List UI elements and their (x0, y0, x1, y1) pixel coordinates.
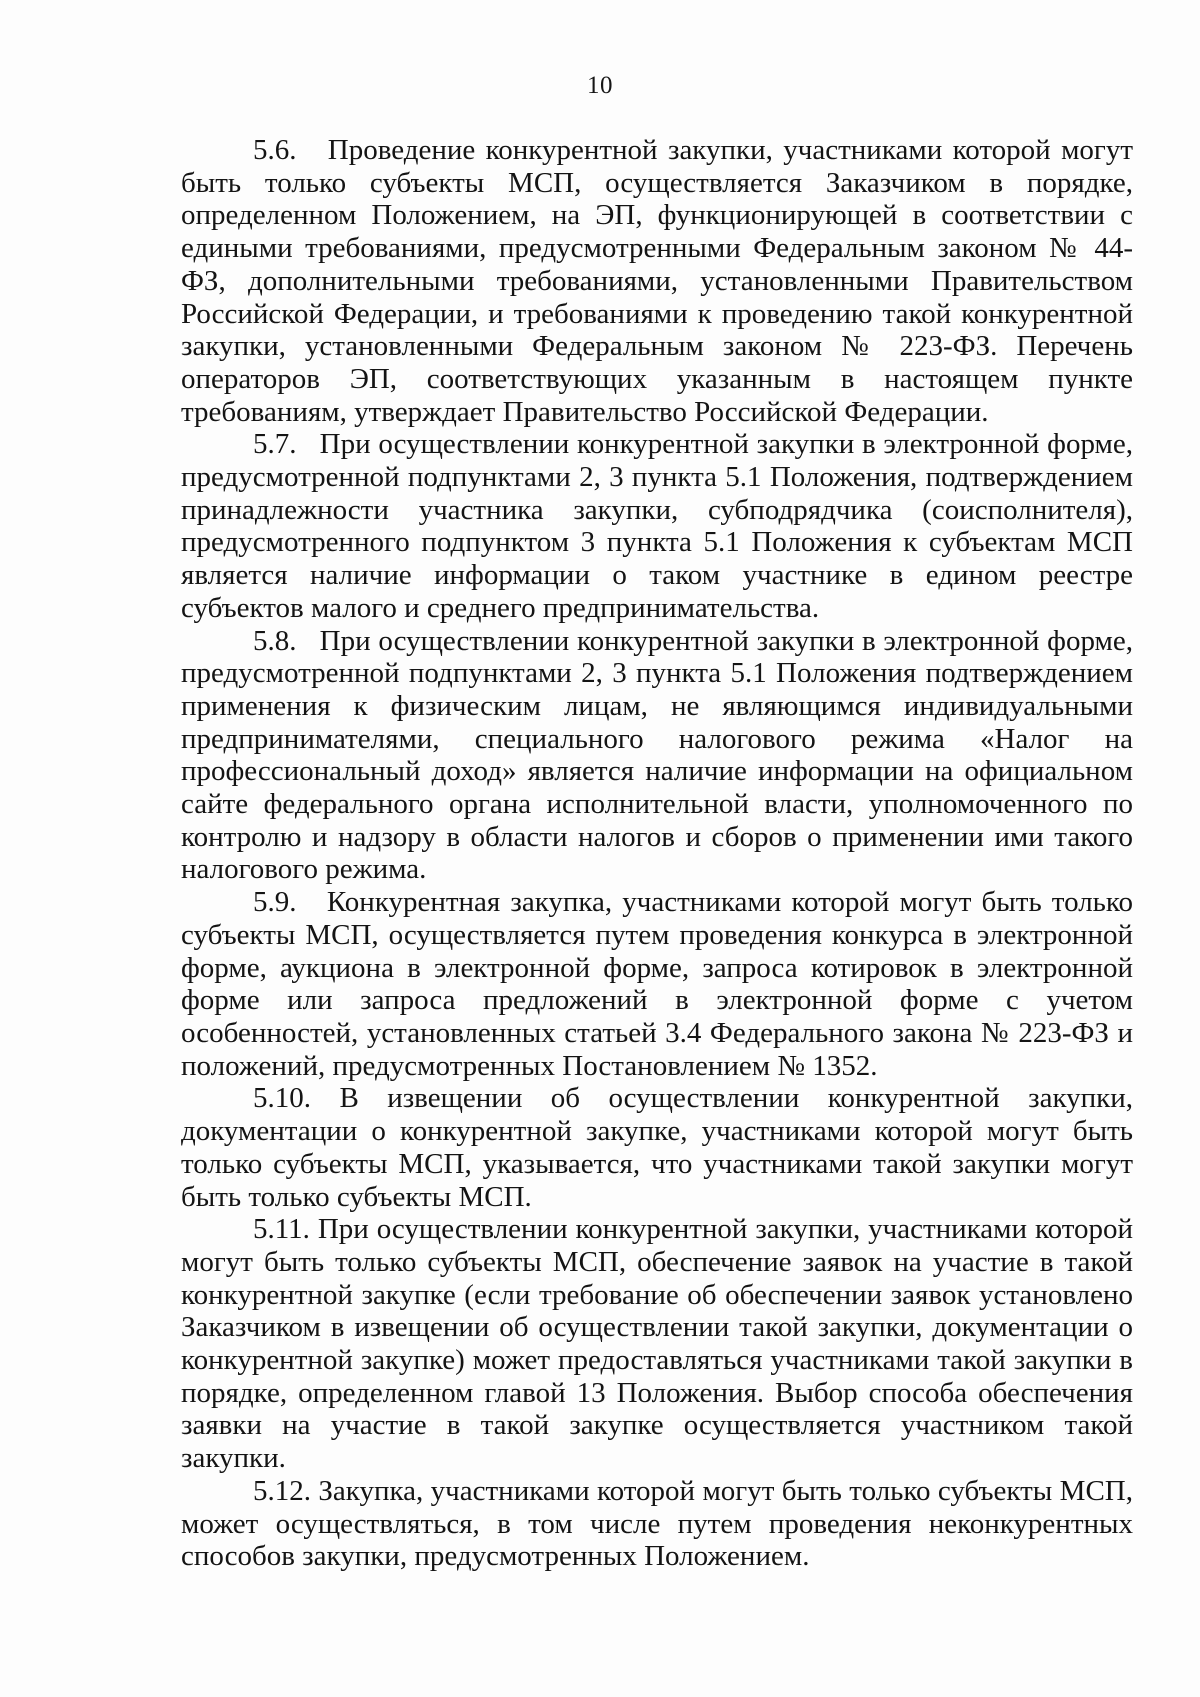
paragraph-number: 5.11. (253, 1213, 310, 1246)
paragraph-5-11 (181, 1213, 1133, 1475)
paragraph-number: 5.9. (253, 886, 297, 919)
paragraph-text: В извещении об осуществлении конкурентной закупки, документации о конкурентной закупке, участниками которой могут быть только субъекты МСП, указывается, что участниками такой закупки могут быть только субъекты МСП. (181, 1082, 1133, 1213)
paragraph-number: 5.10. (253, 1082, 311, 1115)
paragraph-text: Закупка, участниками которой могут быть только субъекты МСП, может осуществляться, в том числе путем проведения неконкурентных способов закупки, предусмотренных Положением. (181, 1474, 1134, 1573)
paragraph-5-7 (181, 428, 1133, 624)
paragraph-text: Конкурентная закупка, участниками которой могут быть только субъекты МСП, осуществляется путем проведения конкурса в электронной форме, аукциона в электронной форме, запроса котировок в электронной форме или запроса предложений в электронной форме с учетом особенностей, установленных статьей 3.4 Федерального закона № 223-ФЗ и положений, предусмотренных Постановлением № 1352. (181, 886, 1134, 1082)
paragraph-5-8 (181, 625, 1133, 887)
paragraph-5-9 (181, 886, 1133, 1082)
paragraph-number: 5.8. (253, 624, 297, 657)
paragraph-text: При осуществлении конкурентной закупки в электронной форме, предусмотренной подпунктами 2, 3 пункта 5.1 Положения подтверждением применения к физическим лицам, не являющимся индивидуальными предпринимателями, специального налогового режима «Налог на профессиональный доход» является наличие информации на официальном сайте федерального органа исполнительной власти, уполномоченного по контролю и надзору в области налогов и сборов о применении ими такого налогового режима. (181, 624, 1133, 886)
paragraph-text: При осуществлении конкурентной закупки в электронной форме, предусмотренной подпунктами 2, 3 пункта 5.1 Положения, подтверждением принадлежности участника закупки, субподрядчика (соисполнителя), предусмотренного подпунктом 3 пункта 5.1 Положения к субъектам МСП является наличие информации о таком участнике в едином реестре субъектов малого и среднего предпринимательства. (181, 428, 1133, 624)
paragraph-number: 5.6. (253, 134, 297, 166)
page-number: 10 (587, 72, 613, 99)
paragraph-5-12 (181, 1475, 1133, 1573)
paragraph-number: 5.12. (253, 1474, 311, 1507)
document-body (181, 134, 1133, 1573)
paragraph-text: Проведение конкурентной закупки, участниками которой могут быть только субъекты МСП, осуществляется Заказчиком в порядке, определенном Положением, на ЭП, функционирующей в соответствии с едиными требованиями, предусмотренными Федеральным законом № 44-ФЗ, дополнительными требованиями, установленными Правительством Российской Федерации, и требованиями к проведению такой конкурентной закупки, установленными Федеральным законом № 223-ФЗ. Перечень операторов ЭП, соответствующих указанным в настоящем пункте требованиям, утверждает Правительство Российской Федерации. (181, 134, 1134, 428)
paragraph-text: При осуществлении конкурентной закупки, участниками которой могут быть только субъекты МСП, обеспечение заявок на участие в такой конкурентной закупке (если требование об обеспечении заявок установлено Заказчиком в извещении об осуществлении такой закупки, документации о конкурентной закупке) может предоставляться участниками такой закупки в порядке, определенном главой 13 Положения. Выбор способа обеспечения заявки на участие в такой закупке осуществляется участником такой закупки. (181, 1213, 1133, 1475)
paragraph-5-6 (181, 134, 1133, 428)
paragraph-number: 5.7. (253, 428, 297, 461)
paragraph-5-10 (181, 1082, 1133, 1213)
